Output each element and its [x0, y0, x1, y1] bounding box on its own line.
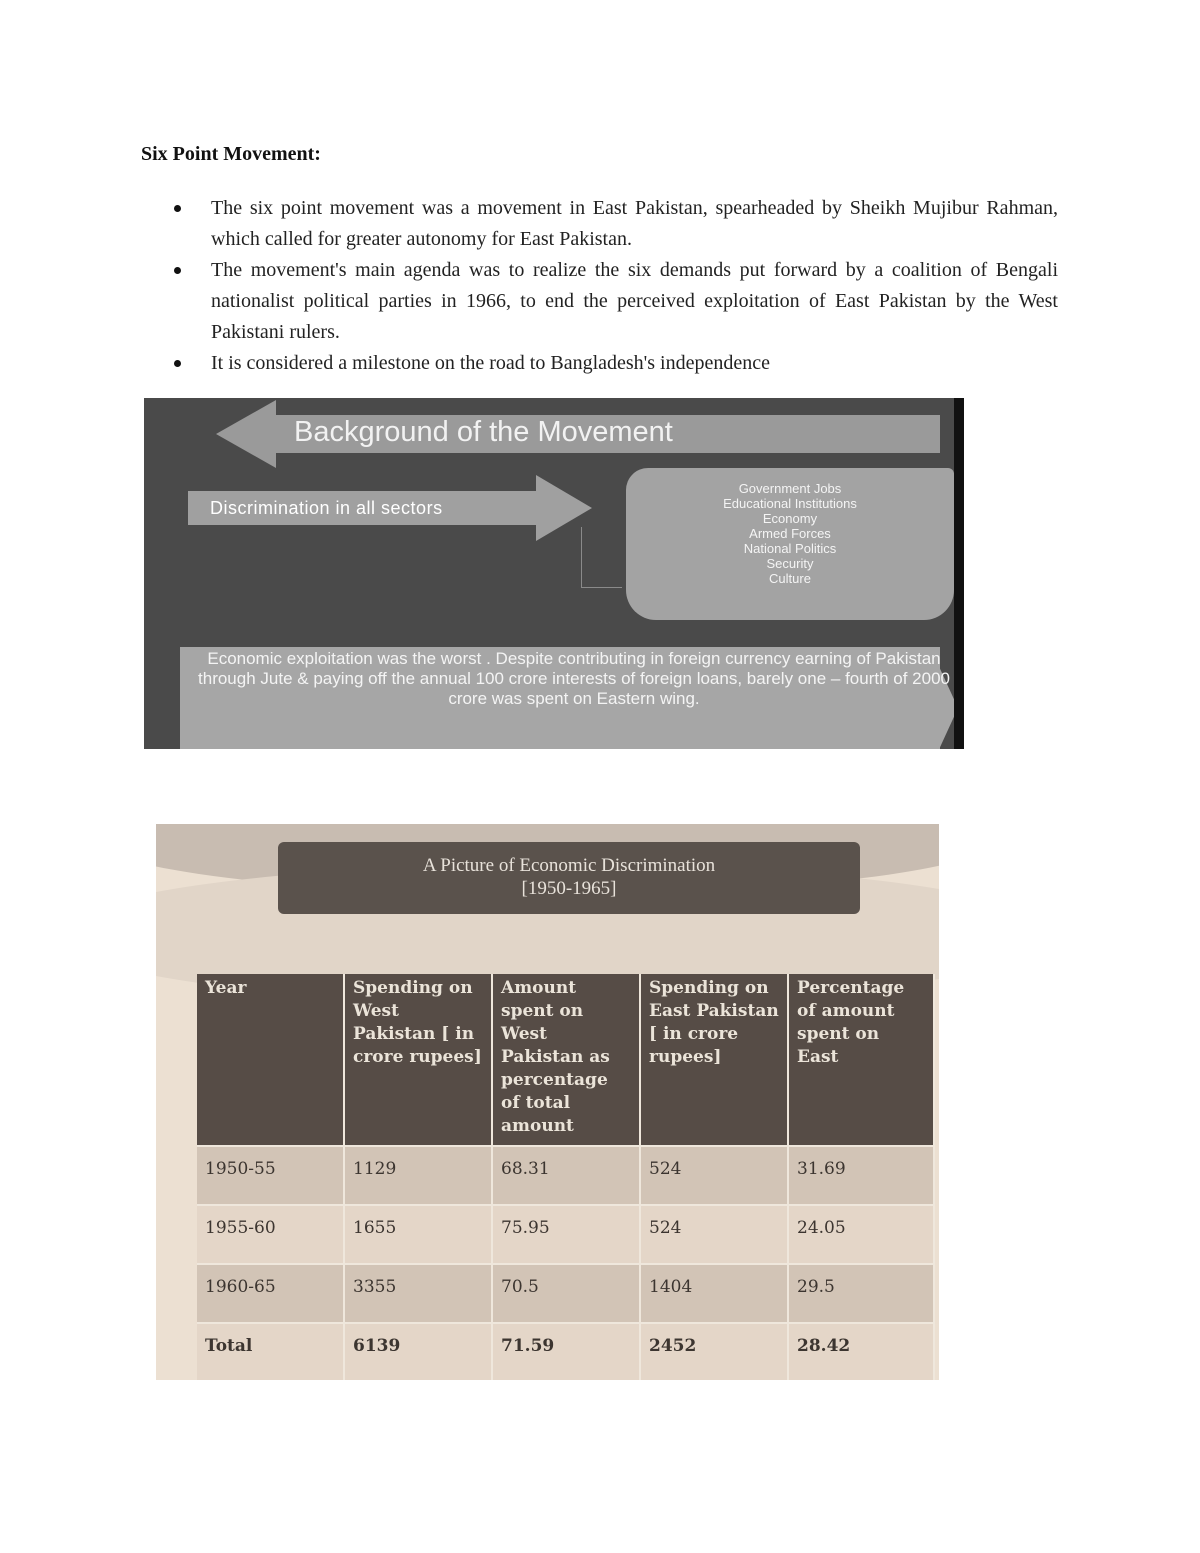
sector-item: Economy	[762, 511, 818, 526]
table-cell: 75.95	[492, 1205, 640, 1264]
sector-item: Armed Forces	[749, 526, 831, 541]
sector-list	[626, 481, 954, 586]
table-row	[197, 1264, 934, 1323]
table-cell: 28.42	[788, 1323, 934, 1380]
bullet-item	[172, 348, 1058, 379]
sector-item: Security	[766, 556, 814, 571]
table-cell: 1960-65	[197, 1264, 344, 1323]
sector-item: National Politics	[743, 541, 837, 556]
table-cell: 524	[640, 1146, 788, 1205]
discrimination-table	[197, 974, 935, 1380]
column-header: Spending on East Pakistan [ in crore rupees]	[640, 974, 788, 1146]
column-header: Percentage of amount spent on East	[788, 974, 934, 1146]
bullet-text: The movement's main agenda was to realize the six demands put forward by a coalition of Bengali nationalist political parties in 1966, to end the perceived exploitation of East Pakistan by the West Pakistani rulers.	[211, 259, 1058, 343]
slide-edge	[954, 398, 964, 749]
table-cell: 6139	[344, 1323, 492, 1380]
table-cell: 524	[640, 1205, 788, 1264]
sector-item: Government Jobs	[738, 481, 842, 496]
slide-title: Background of the Movement	[294, 416, 673, 448]
bullet-item	[172, 255, 1058, 348]
sector-item: Educational Institutions	[723, 496, 857, 511]
bullet-icon	[174, 205, 181, 212]
section-heading: Six Point Movement:	[141, 143, 321, 165]
left-arrow-icon	[216, 400, 276, 468]
column-header: Year	[197, 974, 344, 1146]
economic-discrimination-slide-image	[156, 824, 939, 1380]
connector-line	[581, 527, 622, 588]
table-cell: Total	[197, 1323, 344, 1380]
table-cell: 24.05	[788, 1205, 934, 1264]
table-cell: 1129	[344, 1146, 492, 1205]
table-cell: 2452	[640, 1323, 788, 1380]
table-cell: 1950-55	[197, 1146, 344, 1205]
bullet-list	[172, 193, 1058, 379]
table-row	[197, 1205, 934, 1264]
background-slide-image	[144, 398, 964, 749]
table-cell: 29.5	[788, 1264, 934, 1323]
table-cell: 1404	[640, 1264, 788, 1323]
slide-title	[278, 854, 860, 900]
table-cell: 68.31	[492, 1146, 640, 1205]
slide-title-line: A Picture of Economic Discrimination	[422, 855, 716, 876]
table-cell: 1655	[344, 1205, 492, 1264]
table-cell: 70.5	[492, 1264, 640, 1323]
sector-item: Culture	[769, 571, 811, 586]
discrimination-label: Discrimination in all sectors	[210, 498, 443, 518]
table-cell: 71.59	[492, 1323, 640, 1380]
table-cell: 3355	[344, 1264, 492, 1323]
table-cell: 31.69	[788, 1146, 934, 1205]
bullet-text: It is considered a milestone on the road to Bangladesh's independence	[211, 352, 770, 374]
column-header: Amount spent on West Pakistan as percentage of total amount	[492, 974, 640, 1146]
table-row	[197, 1146, 934, 1205]
slide-title-line: [1950-1965]	[521, 878, 617, 899]
bullet-item	[172, 193, 1058, 255]
table-total-row	[197, 1323, 934, 1380]
column-header: Spending on West Pakistan [ in crore rupees]	[344, 974, 492, 1146]
bullet-text: The six point movement was a movement in East Pakistan, spearheaded by Sheikh Mujibur Rahman, which called for greater autonomy for East Pakistan.	[211, 197, 1058, 250]
table-cell: 1955-60	[197, 1205, 344, 1264]
bullet-icon	[174, 360, 181, 367]
bullet-icon	[174, 267, 181, 274]
exploitation-text: Economic exploitation was the worst . Despite contributing in foreign currency earning of Pakistan through Jute & paying off the annual 100 crore interests of foreign loans, barely one – fourth of 2000 crore was spent on Eastern wing.	[198, 649, 950, 708]
